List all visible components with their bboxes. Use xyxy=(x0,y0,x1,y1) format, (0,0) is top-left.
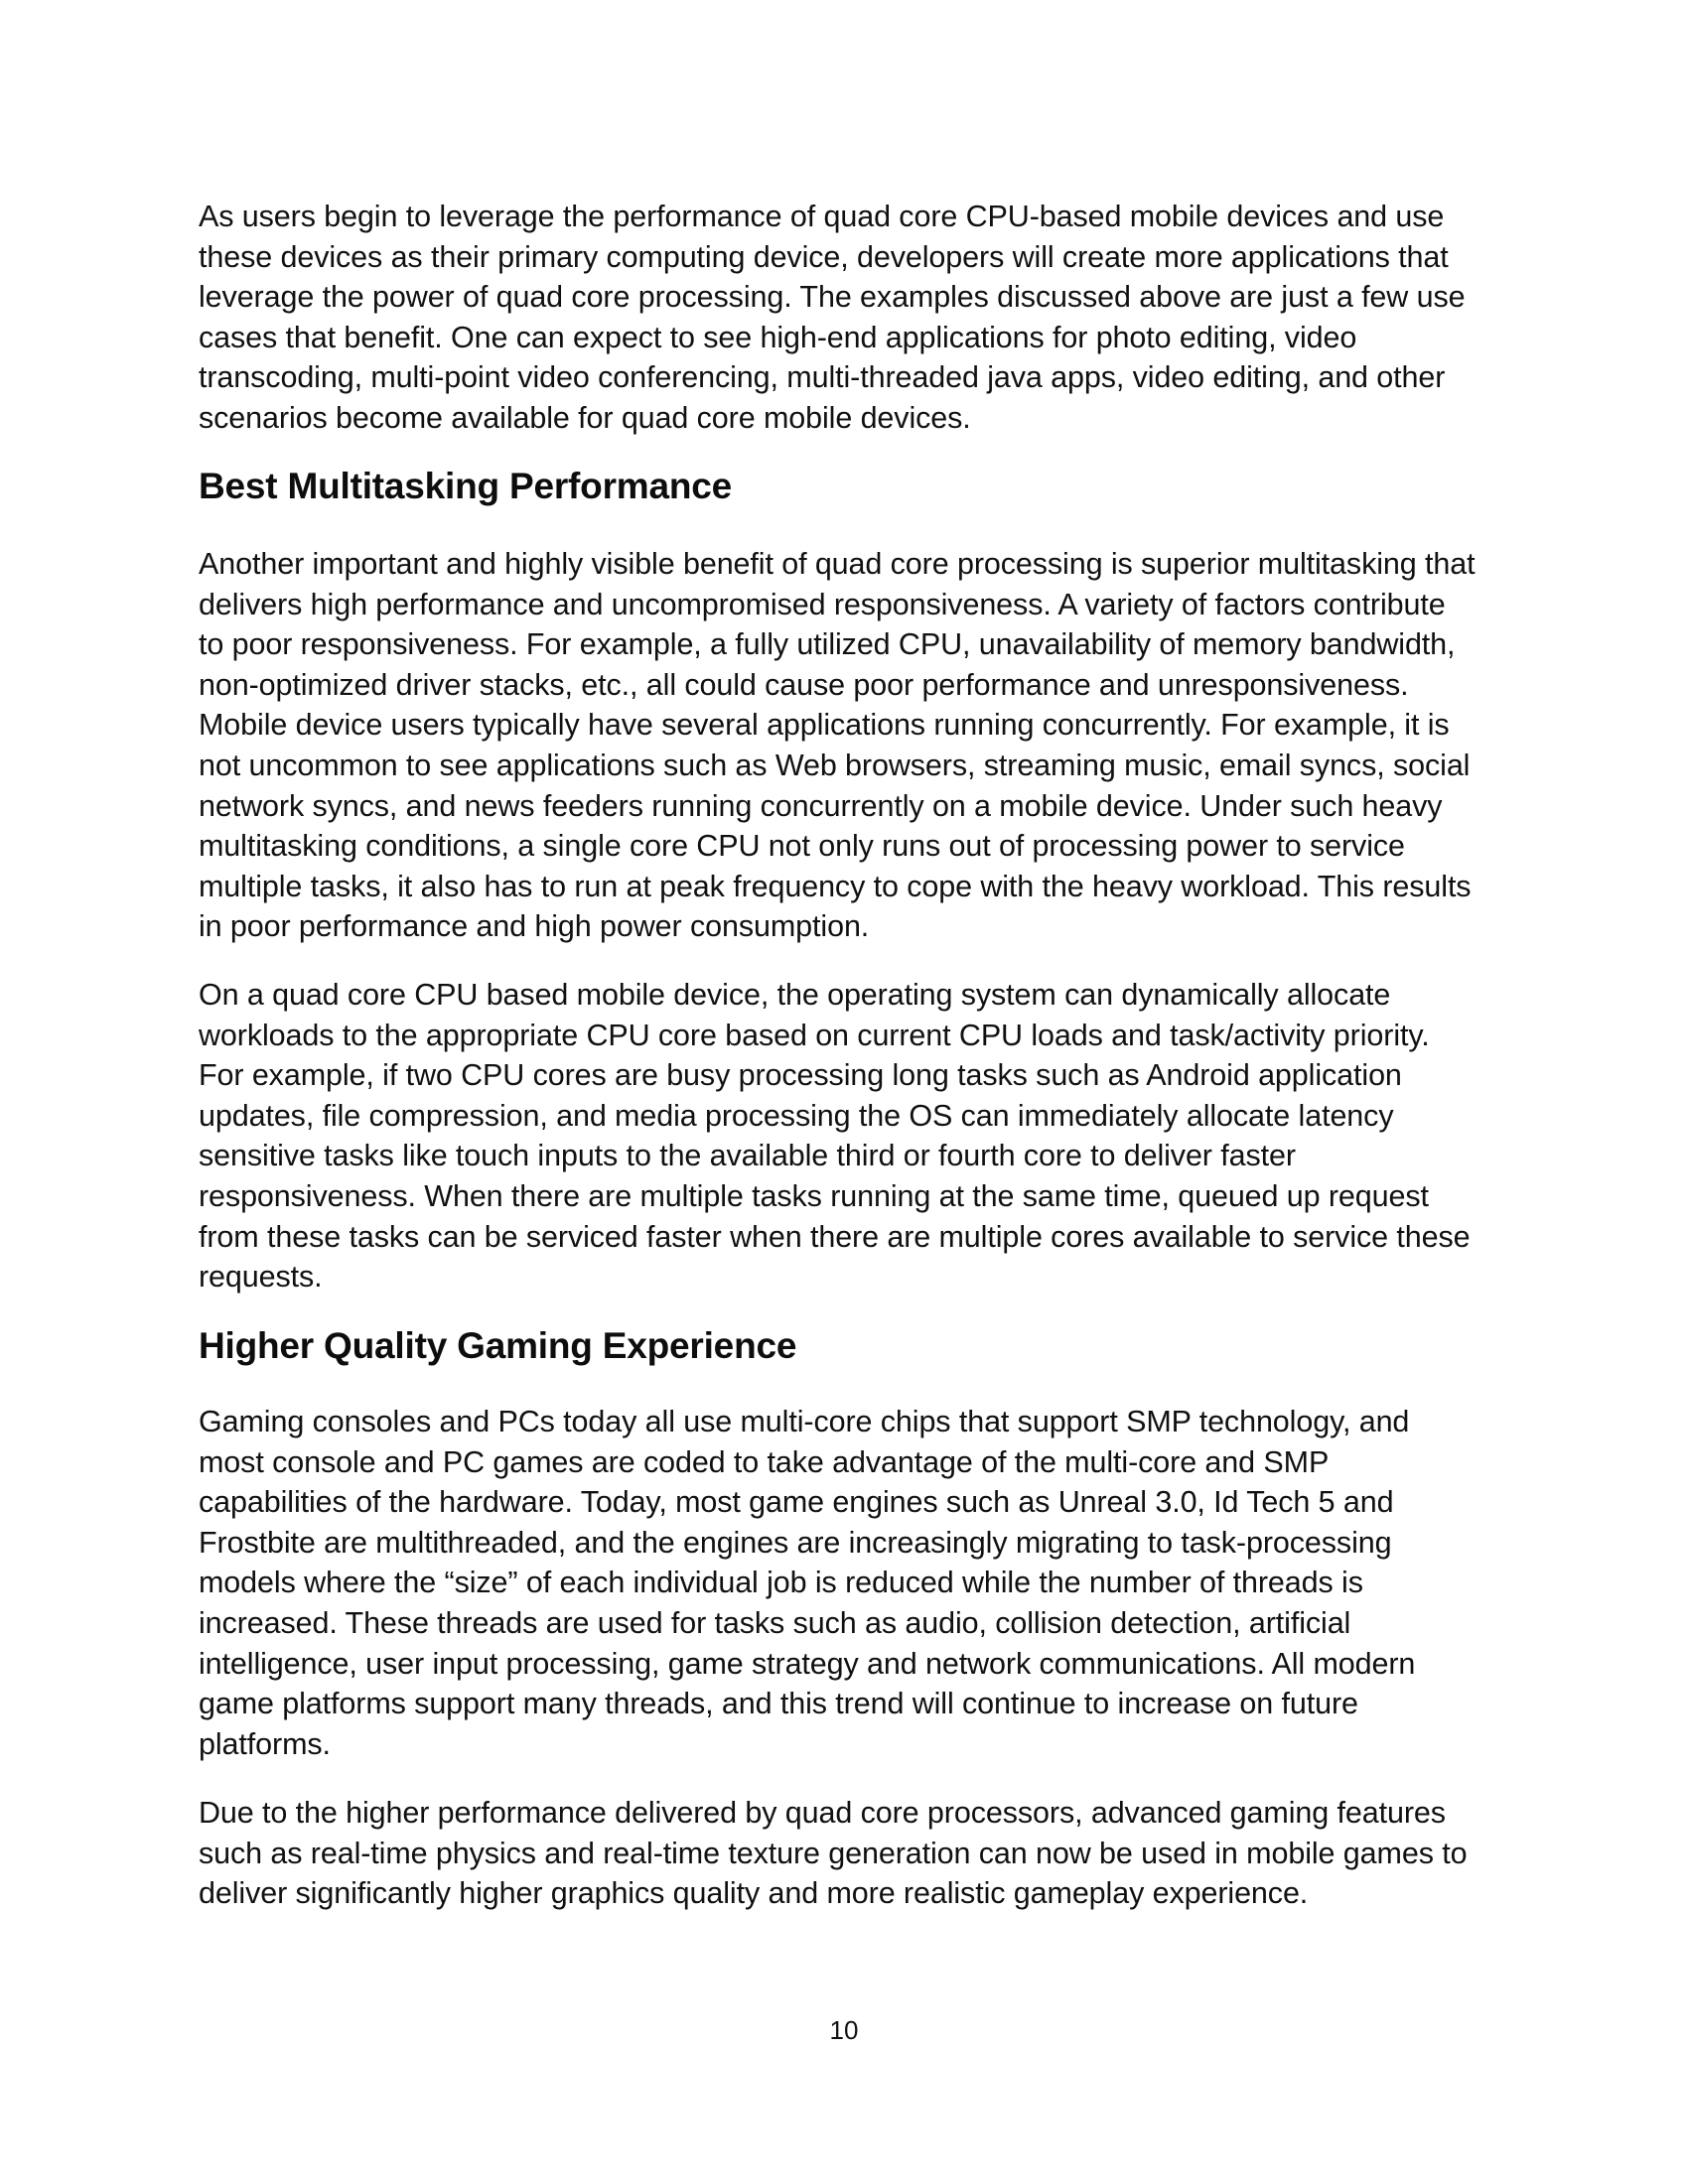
text-line: requests. xyxy=(199,1260,323,1295)
paragraph xyxy=(199,975,1519,1297)
text-line: On a quad core CPU based mobile device, the operating system can dynamically allocate xyxy=(199,978,1391,1012)
text-line: most console and PC games are coded to take advantage of the multi-core and SMP xyxy=(199,1444,1330,1479)
paragraph xyxy=(199,544,1519,947)
text-line: As users begin to leverage the performance of quad core CPU-based mobile devices and use xyxy=(199,200,1445,233)
text-line: models where the “size” of each individual job is reduced while the number of threads is xyxy=(199,1566,1363,1600)
text-line: these devices as their primary computing device, developers will create more applications that xyxy=(199,239,1449,274)
section-multitasking xyxy=(199,465,1519,508)
text-line: delivers high performance and uncompromised responsiveness. A variety of factors contribute xyxy=(199,587,1446,621)
text-line: sensitive tasks like touch inputs to the available third or fourth core to deliver faster xyxy=(199,1139,1296,1173)
text-line: Frostbite are multithreaded, and the engines are increasingly migrating to task-processing xyxy=(199,1525,1392,1560)
text-line: updates, file compression, and media processing the OS can immediately allocate latency xyxy=(199,1098,1394,1133)
text-line: scenarios become available for quad core mobile devices. xyxy=(199,400,971,435)
text-line: in poor performance and high power consumption. xyxy=(199,909,870,944)
text-line: multiple tasks, it also has to run at peak frequency to cope with the heavy workload. This results xyxy=(199,869,1472,903)
gaming-paragraph-1-block xyxy=(199,1402,1519,1764)
page-number: 10 xyxy=(829,2015,859,2045)
paragraph xyxy=(199,1793,1519,1914)
text-line: leverage the power of quad core processing. The examples discussed above are just a few use xyxy=(199,280,1466,315)
section-heading-gaming: Higher Quality Gaming Experience xyxy=(199,1325,797,1366)
text-line: capabilities of the hardware. Today, most game engines such as Unreal 3.0, Id Tech 5 and xyxy=(199,1485,1394,1520)
intro-paragraph-block xyxy=(199,197,1519,439)
multitasking-paragraph-2-block xyxy=(199,975,1519,1297)
text-line: For example, if two CPU cores are busy processing long tasks such as Android application xyxy=(199,1058,1402,1093)
text-line: network syncs, and news feeders running concurrently on a mobile device. Under such heavy xyxy=(199,788,1443,823)
text-line: such as real-time physics and real-time texture generation can now be used in mobile games to xyxy=(199,1836,1468,1870)
text-line: responsiveness. When there are multiple tasks running at the same time, queued up request xyxy=(199,1178,1429,1213)
text-line: Gaming consoles and PCs today all use multi-core chips that support SMP technology, and xyxy=(199,1405,1410,1438)
text-line: platforms. xyxy=(199,1726,331,1761)
paragraph xyxy=(199,197,1519,439)
gaming-paragraph-2-block xyxy=(199,1793,1519,1914)
text-line: Mobile device users typically have several applications running concurrently. For example, it is xyxy=(199,708,1450,743)
text-line: multitasking conditions, a single core CPU not only runs out of processing power to service xyxy=(199,829,1405,864)
text-line: deliver significantly higher graphics quality and more realistic gameplay experience. xyxy=(199,1876,1309,1911)
text-line: transcoding, multi-point video conferencing, multi-threaded java apps, video editing, and other xyxy=(199,360,1446,395)
text-line: Another important and highly visible benefit of quad core processing is superior multitasking that xyxy=(199,547,1476,581)
text-line: not uncommon to see applications such as Web browsers, streaming music, email syncs, social xyxy=(199,748,1471,782)
text-line: non-optimized driver stacks, etc., all could cause poor performance and unresponsiveness. xyxy=(199,667,1409,702)
multitasking-paragraph-1-block xyxy=(199,544,1519,947)
text-line: to poor responsiveness. For example, a fully utilized CPU, unavailability of memory bandwidth, xyxy=(199,627,1456,662)
section-heading-multitasking: Best Multitasking Performance xyxy=(199,466,733,506)
section-gaming xyxy=(199,1324,1519,1368)
paragraph xyxy=(199,1402,1519,1764)
text-line: intelligence, user input processing, game strategy and network communications. All modern xyxy=(199,1646,1416,1681)
text-line: increased. These threads are used for tasks such as audio, collision detection, artificial xyxy=(199,1605,1351,1640)
text-line: game platforms support many threads, and this trend will continue to increase on future xyxy=(199,1687,1358,1721)
text-line: Due to the higher performance delivered by quad core processors, advanced gaming features xyxy=(199,1796,1446,1830)
text-line: from these tasks can be serviced faster when there are multiple cores available to service these xyxy=(199,1219,1471,1254)
text-line: cases that benefit. One can expect to see high-end applications for photo editing, video xyxy=(199,320,1357,354)
text-line: workloads to the appropriate CPU core based on current CPU loads and task/activity priority. xyxy=(199,1018,1430,1052)
